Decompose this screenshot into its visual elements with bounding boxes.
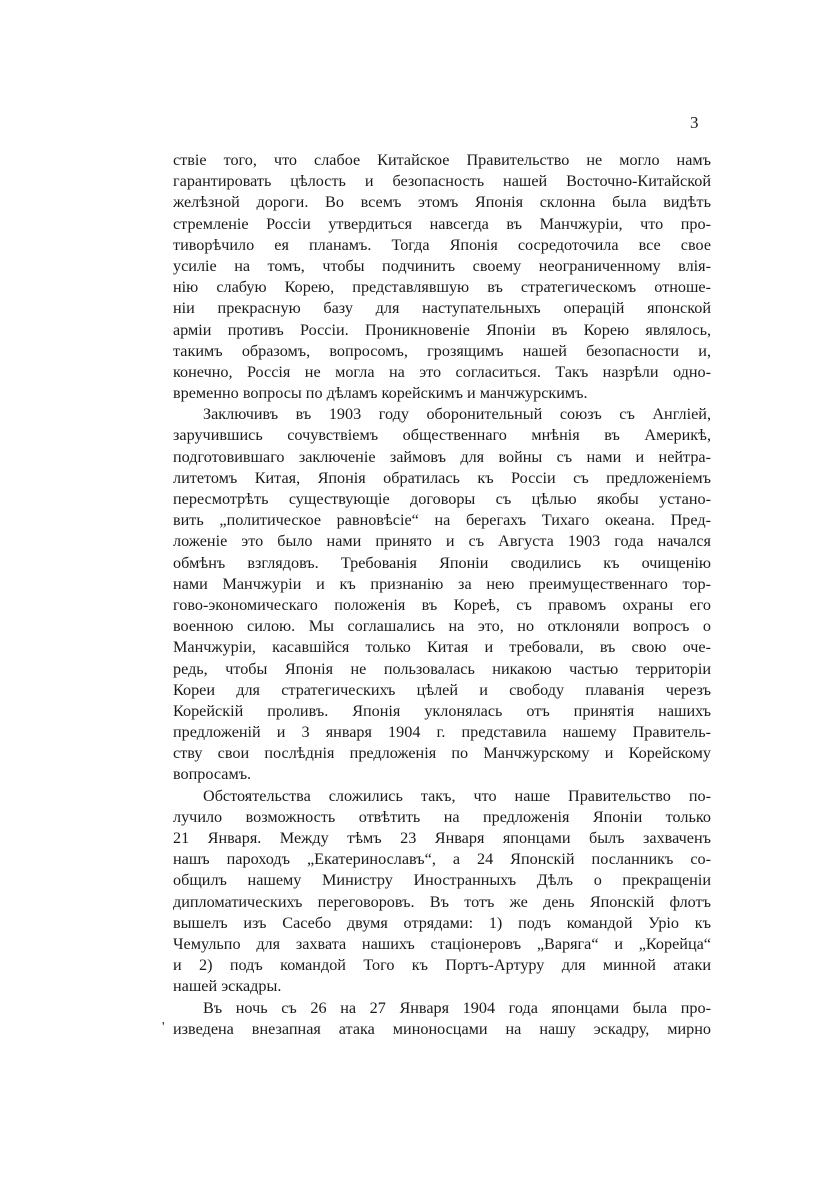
text-line: общилъ нашему Министру Иностранныхъ Дѣлъ о прекращеніи — [173, 871, 711, 890]
text-line: усиліе на томъ, чтобы подчинить своему неограниченному влія- — [173, 256, 711, 275]
text-line: вопросамъ. — [173, 765, 252, 784]
text-line: ству свои послѣднія предложенія по Манчжурскому и Корейскому — [173, 744, 711, 763]
body-text — [173, 150, 711, 1040]
text-line: обмѣнъ взглядовъ. Требованія Японіи сводились къ очищенію — [173, 553, 711, 572]
text-line: Кореи для стратегическихъ цѣлей и свободу плаванія черезъ — [173, 680, 711, 699]
text-line: арміи противъ Россіи. Проникновеніе Японіи въ Корею являлось, — [173, 320, 711, 339]
text-line: тиворѣчило ея планамъ. Тогда Японія сосредоточила все свое — [173, 235, 711, 254]
text-line: гово-экономическаго положенія въ Кореѣ, съ правомъ охраны его — [173, 595, 711, 614]
text-line: нами Манчжуріи и къ признанію за нею преимущественнаго тор- — [173, 574, 711, 593]
text-line: ствіе того, что слабое Китайское Правительство не могло намъ — [173, 151, 711, 169]
text-line: ніи прекрасную базу для наступательныхъ операцій японской — [173, 299, 711, 318]
text-line: вить „политическое равновѣсіе“ на берегахъ Тихаго океана. Пред- — [173, 511, 711, 530]
text-line: гарантировать цѣлость и безопасность нашей Восточно-Китайской — [173, 172, 711, 191]
text-line: изведена внезапная атака миноносцами на нашу эскадру, мирно — [173, 1019, 711, 1038]
text-line: Чемульпо для захвата нашихъ стаціонеровъ „Варяга“ и „Корейца“ — [173, 934, 711, 953]
text-line: заручившись сочувствіемъ общественнаго мнѣнія въ Америкѣ, — [173, 426, 711, 445]
text-line: Манчжуріи, касавшійся только Китая и требовали, въ свою оче- — [173, 638, 711, 657]
text-line: нашъ пароходъ „Екатеринославъ“, а 24 Японскій посланникъ со- — [173, 850, 711, 869]
text-line: нію слабую Корею, представлявшую въ стратегическомъ отноше- — [173, 278, 711, 297]
paragraph-first-line: Обстоятельства сложились такъ, что наше Правительство по- — [203, 786, 711, 805]
text-line: конечно, Россія не могла на это согласиться. Такъ назрѣли одно- — [173, 362, 711, 381]
text-line: стремленіе Россіи утвердиться навсегда въ Манчжуріи, что про- — [173, 214, 711, 233]
text-line: нашей эскадры. — [173, 977, 282, 996]
text-line: Корейскій проливъ. Японія уклонялась отъ принятія нашихъ — [173, 701, 711, 720]
text-line: лучило возможность отвѣтить на предложенія Японіи только — [173, 807, 711, 826]
text-line: дипломатическихъ переговоровъ. Въ тотъ же день Японскій флотъ — [173, 892, 711, 911]
text-line: желѣзной дороги. Во всемъ этомъ Японія склонна была видѣть — [173, 193, 711, 212]
text-line: вышелъ изъ Сасебо двумя отрядами: 1) подъ командой Уріо къ — [173, 913, 711, 932]
text-line: такимъ образомъ, вопросомъ, грозящимъ нашей безопасности и, — [173, 341, 711, 360]
text-line: временно вопросы по дѣламъ корейскимъ и манчжурскимъ. — [173, 384, 588, 403]
paragraph-first-line: Заключивъ въ 1903 году оборонительный союзъ съ Англіей, — [203, 405, 711, 424]
text-line: ложеніе это было нами принято и съ Августа 1903 года начался — [173, 532, 711, 551]
text-line: редь, чтобы Японія не пользовалась никакою частью территоріи — [173, 659, 711, 678]
text-line: подготовившаго заключеніе займовъ для войны съ нами и нейтра- — [173, 447, 711, 466]
margin-mark: ' — [162, 1020, 165, 1035]
text-line: пересмотрѣть существующіе договоры съ цѣлью якобы устано- — [173, 490, 711, 508]
text-line: и 2) подъ командой Того къ Портъ-Артуру для минной атаки — [173, 956, 711, 975]
paragraph-first-line: Въ ночь съ 26 на 27 Января 1904 года японцами была про- — [203, 998, 711, 1017]
text-line: литетомъ Китая, Японія обратилась къ Россіи съ предложеніемъ — [173, 468, 711, 487]
text-line: военною силою. Мы соглашались на это, но отклоняли вопросъ о — [173, 617, 711, 636]
text-line: 21 Января. Между тѣмъ 23 Января японцами былъ захваченъ — [173, 829, 711, 847]
text-line: предложеній и 3 января 1904 г. представила нашему Правитель- — [173, 723, 711, 742]
page-number: 3 — [690, 113, 699, 132]
